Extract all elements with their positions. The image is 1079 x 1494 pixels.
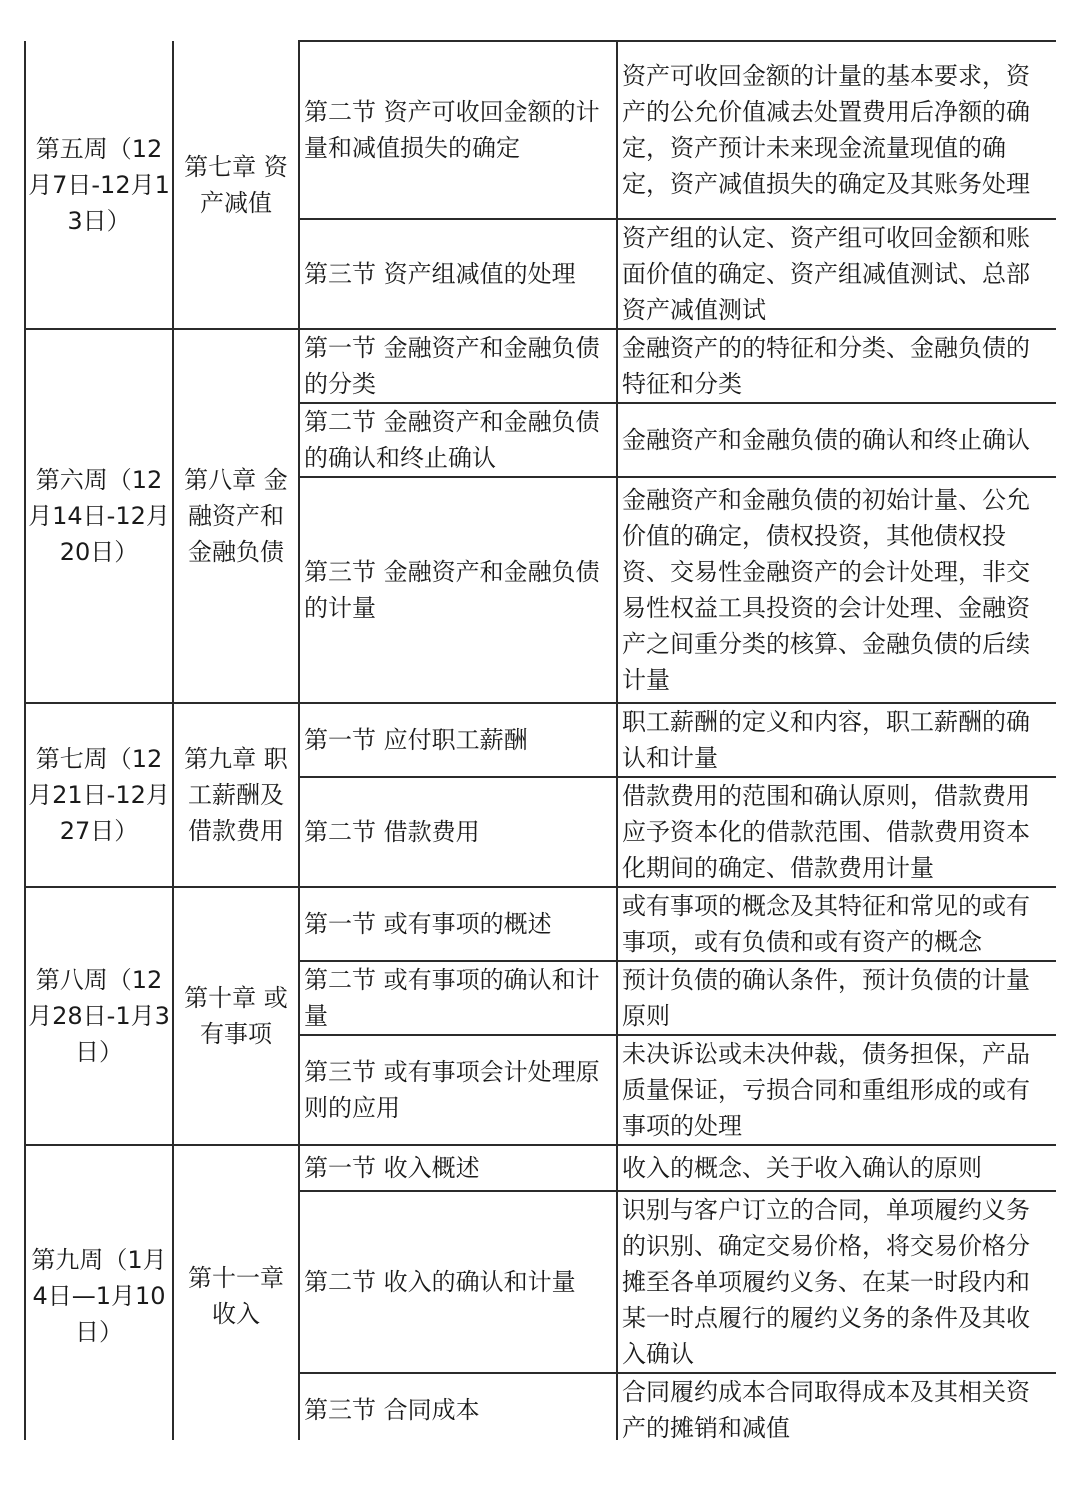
content-cell: 职工薪酬的定义和内容，职工薪酬的确认和计量 [617, 703, 1056, 777]
content-cell: 识别与客户订立的合同，单项履约义务的识别、确定交易价格，将交易价格分摊至各单项履约义务、在某一时段内和某一时点履行的履约义务的条件及其收入确认 [617, 1191, 1056, 1373]
content-cell: 合同履约成本合同取得成本及其相关资产的摊销和减值 [617, 1373, 1056, 1440]
content-cell: 金融资产的的特征和分类、金融负债的特征和分类 [617, 329, 1056, 403]
table-row [25, 329, 1056, 403]
section-cell: 第三节 金融资产和金融负债的计量 [299, 477, 617, 703]
section-cell: 第三节 资产组减值的处理 [299, 219, 617, 329]
week-cell: 第五周（12月7日-12月13日） [25, 41, 173, 329]
content-cell: 资产可收回金额的计量的基本要求，资产的公允价值减去处置费用后净额的确定，资产预计未来现金流量现值的确定，资产减值损失的确定及其账务处理 [617, 41, 1056, 219]
section-cell: 第三节 合同成本 [299, 1373, 617, 1440]
table-row [25, 1145, 1056, 1191]
chapter-cell: 第七章 资产减值 [173, 41, 299, 329]
table-row [25, 887, 1056, 961]
content-cell: 未决诉讼或未决仲裁，债务担保，产品质量保证，亏损合同和重组形成的或有事项的处理 [617, 1035, 1056, 1145]
table-row [25, 703, 1056, 777]
content-cell: 借款费用的范围和确认原则，借款费用应予资本化的借款范围、借款费用资本化期间的确定、借款费用计量 [617, 777, 1056, 887]
section-cell: 第二节 金融资产和金融负债的确认和终止确认 [299, 403, 617, 477]
section-cell: 第一节 或有事项的概述 [299, 887, 617, 961]
content-cell: 金融资产和金融负债的确认和终止确认 [617, 403, 1056, 477]
section-cell: 第二节 借款费用 [299, 777, 617, 887]
schedule-table [24, 40, 1056, 1440]
chapter-cell: 第十章 或有事项 [173, 887, 299, 1145]
table-row [25, 41, 1056, 219]
content-cell: 收入的概念、关于收入确认的原则 [617, 1145, 1056, 1191]
syllabus-sheet [24, 40, 1056, 1440]
week-cell: 第八周（12月28日-1月3日） [25, 887, 173, 1145]
section-cell: 第二节 收入的确认和计量 [299, 1191, 617, 1373]
week-cell: 第九周（1月 4日—1月10日） [25, 1145, 173, 1440]
content-cell: 预计负债的确认条件，预计负债的计量原则 [617, 961, 1056, 1035]
week-cell: 第七周（12月21日-12月27日） [25, 703, 173, 887]
chapter-cell: 第十一章 收入 [173, 1145, 299, 1440]
week-cell: 第六周（12月14日-12月20日） [25, 329, 173, 703]
content-cell: 资产组的认定、资产组可收回金额和账面价值的确定、资产组减值测试、总部资产减值测试 [617, 219, 1056, 329]
section-cell: 第二节 资产可收回金额的计量和减值损失的确定 [299, 41, 617, 219]
chapter-cell: 第九章 职工薪酬及借款费用 [173, 703, 299, 887]
section-cell: 第二节 或有事项的确认和计量 [299, 961, 617, 1035]
section-cell: 第三节 或有事项会计处理原则的应用 [299, 1035, 617, 1145]
chapter-cell: 第八章 金融资产和金融负债 [173, 329, 299, 703]
section-cell: 第一节 应付职工薪酬 [299, 703, 617, 777]
content-cell: 或有事项的概念及其特征和常见的或有事项，或有负债和或有资产的概念 [617, 887, 1056, 961]
section-cell: 第一节 金融资产和金融负债的分类 [299, 329, 617, 403]
section-cell: 第一节 收入概述 [299, 1145, 617, 1191]
content-cell: 金融资产和金融负债的初始计量、公允价值的确定，债权投资，其他债权投资、交易性金融资产的会计处理，非交易性权益工具投资的会计处理、金融资产之间重分类的核算、金融负债的后续计量 [617, 477, 1056, 703]
